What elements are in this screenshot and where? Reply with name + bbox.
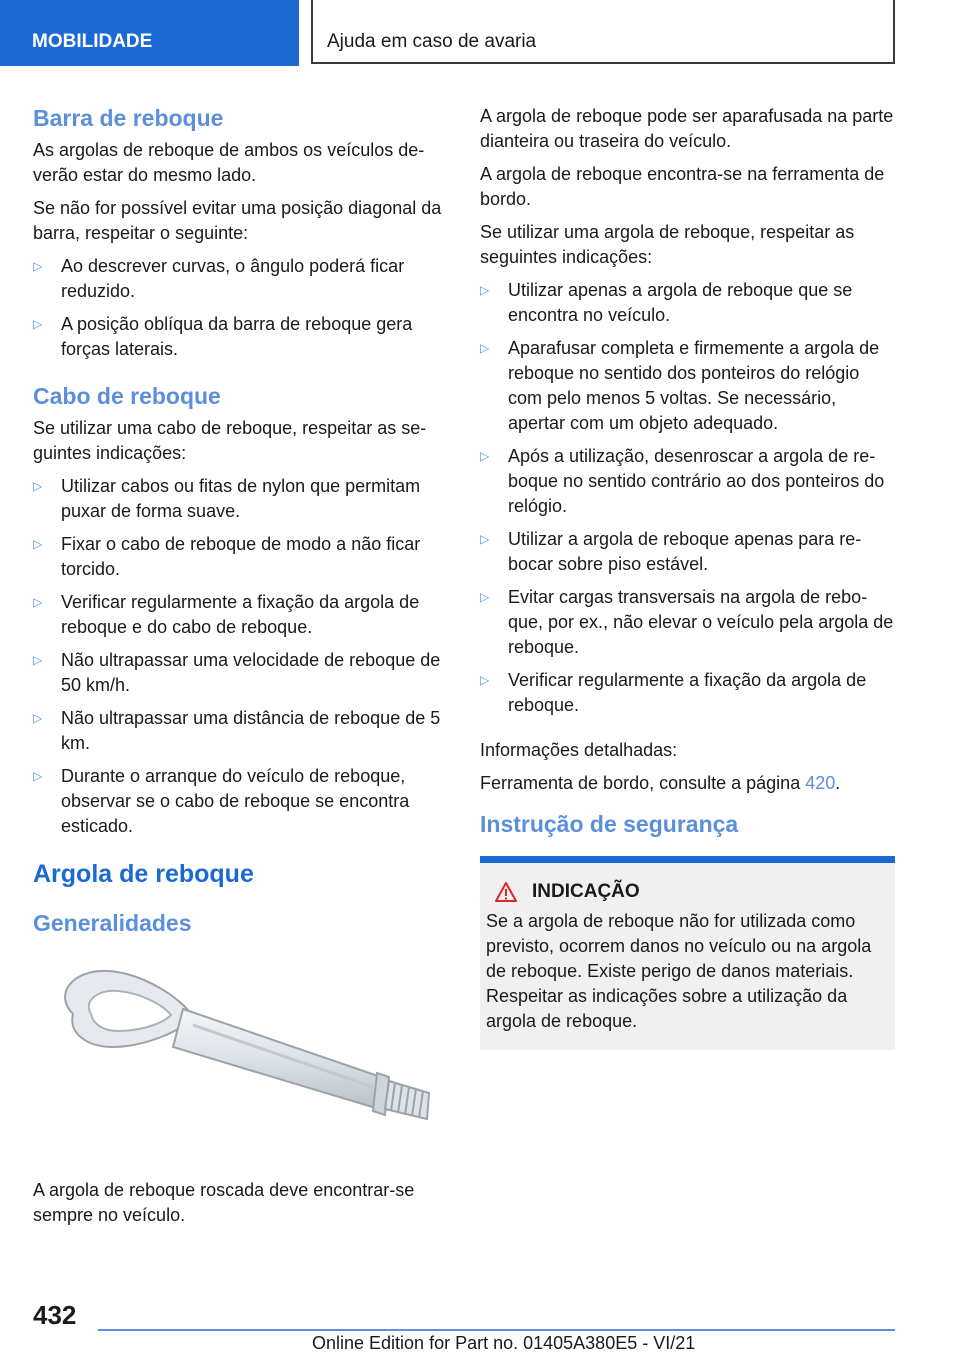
bullet-icon: ▷: [33, 595, 43, 609]
list-item: ▷ Ao descrever curvas, o ângulo poderá ficar reduzido.: [33, 256, 405, 301]
bullet-icon: ▷: [33, 653, 43, 667]
list-item: ▷ Durante o arranque do veículo de reboque, observar se o cabo de reboque se encontra esticado.: [33, 766, 410, 836]
list-item: ▷ Evitar cargas transversais na argola de reboque, por ex., não elevar o veículo pela argola de reboque.: [480, 587, 894, 657]
notice-title: INDICAÇÃO: [494, 881, 887, 903]
page-header: [0, 0, 960, 66]
page-number: 432: [33, 1300, 77, 1330]
notice-text: Se a argola de reboque não for utilizada como previsto, ocorrem danos no veículo ou na argola de reboque. Existe perigo de danos materiais. Respeitar as indicações sobre a utilização da argola de reboque.: [486, 911, 872, 1031]
footer-divider: [98, 1329, 895, 1331]
list-item: ▷ Utilizar cabos ou fitas de nylon que permitam puxar de forma suave.: [33, 476, 421, 521]
bullet-list: [33, 474, 447, 839]
section-tab: MOBILIDADE: [0, 0, 299, 66]
heading-cabo: Cabo de reboque: [33, 383, 221, 409]
bullet-icon: ▷: [33, 259, 43, 273]
towing-eye-illustration: [33, 959, 447, 1169]
bullet-icon: ▷: [480, 283, 490, 297]
chapter-title: Ajuda em caso de avaria: [311, 0, 895, 64]
paragraph: A argola de reboque pode ser aparafusada na parte dianteira ou traseira do veículo.: [480, 106, 894, 151]
bullet-icon: ▷: [33, 317, 43, 331]
info-label: Informações detalhadas:: [480, 740, 678, 760]
bullet-icon: ▷: [480, 532, 490, 546]
info-reference: Ferramenta de bordo, consulte a página 420.: [480, 773, 841, 793]
bullet-icon: ▷: [33, 769, 43, 783]
page-link[interactable]: 420: [805, 773, 836, 793]
list-item: ▷ Não ultrapassar uma velocidade de reboque de 50 km/h.: [33, 650, 441, 695]
bullet-icon: ▷: [480, 341, 490, 355]
bullet-icon: ▷: [33, 711, 43, 725]
list-item: ▷ Após a utilização, desenroscar a argola de reboque no sentido contrário ao dos ponteiros do relógio.: [480, 446, 885, 516]
bullet-icon: ▷: [480, 590, 490, 604]
bullet-icon: ▷: [33, 537, 43, 551]
paragraph: Se utilizar uma cabo de reboque, respeitar as seguintes indicações:: [33, 418, 427, 463]
notice-box: [480, 856, 895, 1050]
bullet-icon: ▷: [480, 673, 490, 687]
heading-argola: Argola de reboque: [33, 860, 254, 888]
list-item: ▷ Aparafusar completa e firmemente a argola de reboque no sentido dos ponteiros do relógio com pelo menos 5 voltas. Se necessário, apertar com um objeto adequado.: [480, 338, 880, 433]
heading-safety: Instrução de segurança: [480, 811, 739, 837]
list-item: ▷ A posição oblíqua da barra de reboque gera forças laterais.: [33, 314, 413, 359]
bullet-icon: ▷: [480, 449, 490, 463]
list-item: ▷ Utilizar a argola de reboque apenas para rebocar sobre piso estável.: [480, 529, 862, 574]
heading-barra: Barra de reboque: [33, 105, 224, 131]
paragraph: As argolas de reboque de ambos os veículos deverão estar do mesmo lado.: [33, 140, 425, 185]
list-item: ▷ Verificar regularmente a fixação da argola de reboque e do cabo de reboque.: [33, 592, 420, 637]
paragraph: Se não for possível evitar uma posição diagonal da barra, respeitar o seguinte:: [33, 198, 442, 243]
warning-triangle-icon: [494, 881, 518, 903]
bullet-icon: ▷: [33, 479, 43, 493]
list-item: ▷ Utilizar apenas a argola de reboque que se encontra no veículo.: [480, 280, 853, 325]
left-column: [33, 104, 447, 1236]
heading-generalidades: Generalidades: [33, 910, 192, 936]
figure-caption: A argola de reboque roscada deve encontrar-se sempre no veículo.: [33, 1180, 415, 1225]
list-item: ▷ Verificar regularmente a fixação da argola de reboque.: [480, 670, 867, 715]
paragraph: Se utilizar uma argola de reboque, respeitar as seguintes indicações:: [480, 222, 855, 267]
bullet-list: [480, 278, 895, 718]
right-column: [480, 104, 895, 1050]
edition-note: Online Edition for Part no. 01405A380E5 - VI/21: [312, 1333, 696, 1353]
list-item: ▷ Fixar o cabo de reboque de modo a não ficar torcido.: [33, 534, 421, 579]
list-item: ▷ Não ultrapassar uma distância de reboque de 5 km.: [33, 708, 441, 753]
bullet-list: [33, 254, 447, 362]
paragraph: A argola de reboque encontra-se na ferramenta de bordo.: [480, 164, 885, 209]
